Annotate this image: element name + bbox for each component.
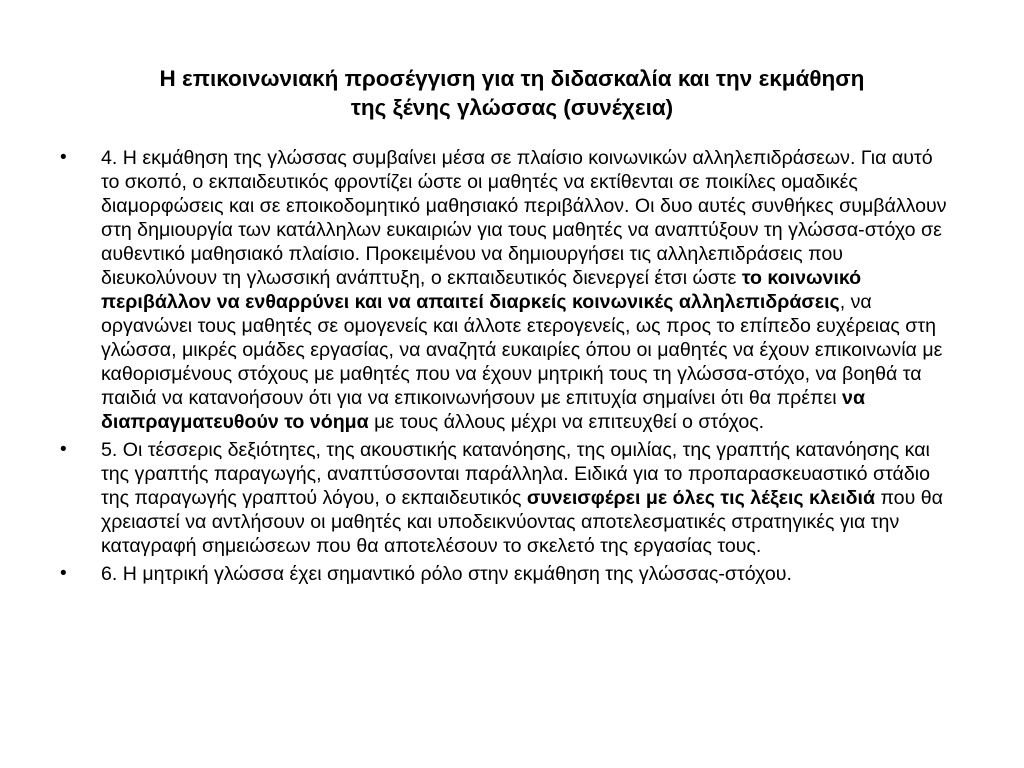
bullet-item-5 bbox=[0, 438, 953, 558]
bullet-icon: • bbox=[60, 563, 67, 584]
bullet-bold-text: να διαπραγματευθούν το νόημα bbox=[101, 387, 865, 433]
bullet-bold-text: συνεισφέρει με όλες τις λέξεις κλειδιά bbox=[526, 487, 875, 509]
bullet-icon: • bbox=[60, 147, 67, 168]
bullet-text: 6. Η μητρική γλώσσα έχει σημαντικό ρόλο στην εκμάθηση της γλώσσας-στόχου. bbox=[101, 563, 792, 585]
slide-title-line1: Η επικοινωνιακή προσέγγιση για τη διδασκαλία και την εκμάθηση bbox=[159, 66, 865, 91]
bullet-text: 5. Οι τέσσερις δεξιότητες, της ακουστικής κατανόησης, της ομιλίας, της γραπτής κατανόησης και της γραπτής παραγωγής, αναπτύσσονται παράλληλα. Ειδικά για το προπαρασκευαστικό στάδιο της παραγωγής γραπτού λόγου, ο εκπαιδευτικός bbox=[101, 439, 930, 509]
slide-title-line2: της ξένης γλώσσας (συνέχεια) bbox=[350, 95, 674, 120]
bullet-text: με τους άλλους μέχρι να επιτευχθεί ο στόχος. bbox=[368, 411, 765, 433]
bullet-text: , να οργανώνει τους μαθητές σε ομογενείς και άλλοτε ετερογενείς, ως προς το επίπεδο ευχέρειας στη γλώσσα, μικρές ομάδες εργασίας, να αναζητά ευκαιρίες όπου οι μαθητές να έχουν επικοινωνία με καθορισμένους στόχους με μαθητές που να έχουν μητρική τους τη γλώσσα-στόχο, να βοηθά τα παιδιά να κατανοήσουν ότι για να επικοινωνήσουν με επιτυχία σημαίνει ότι θα πρέπει bbox=[101, 291, 943, 409]
bullet-bold-text: το κοινωνικό περιβάλλον να ενθαρρύνει και να απαιτεί διαρκείς κοινωνικές αλληλεπιδράσεις bbox=[101, 267, 862, 313]
bullet-text: 4. Η εκμάθηση της γλώσσας συμβαίνει μέσα σε πλαίσιο κοινωνικών αλληλεπιδράσεων. Για αυτό το σκοπό, ο εκπαιδευτικός φροντίζει ώστε οι μαθητές να εκτίθενται σε ποικίλες ομαδικές διαμορφώσεις και σε εποικοδομητικό μαθησιακό περιβάλλον. Οι δυο αυτές συνθήκες συμβάλλουν στη δημιουργία των κατάλληλων ευκαιριών για τους μαθητές να αναπτύξουν τη γλώσσα-στόχο σε αυθεντικό μαθησιακό πλαίσιο. Προκειμένου να δημιουργήσει τις αλληλεπιδράσεις που διευκολύνουν τη γλωσσική ανάπτυξη, ο εκπαιδευτικός διενεργεί έτσι ώστε bbox=[101, 147, 947, 289]
slide-title bbox=[40, 64, 984, 122]
bullet-text: που θα χρειαστεί να αντλήσουν οι μαθητές και υποδεικνύοντας αποτελεσματικές στρατηγικές για την καταγραφή σημειώσεων που θα αποτελέσουν το σκελετό της εργασίας τους. bbox=[101, 487, 943, 557]
bullet-list bbox=[0, 146, 1024, 590]
bullet-item-4 bbox=[0, 146, 953, 434]
bullet-icon: • bbox=[60, 439, 67, 460]
bullet-item-6 bbox=[0, 562, 953, 586]
